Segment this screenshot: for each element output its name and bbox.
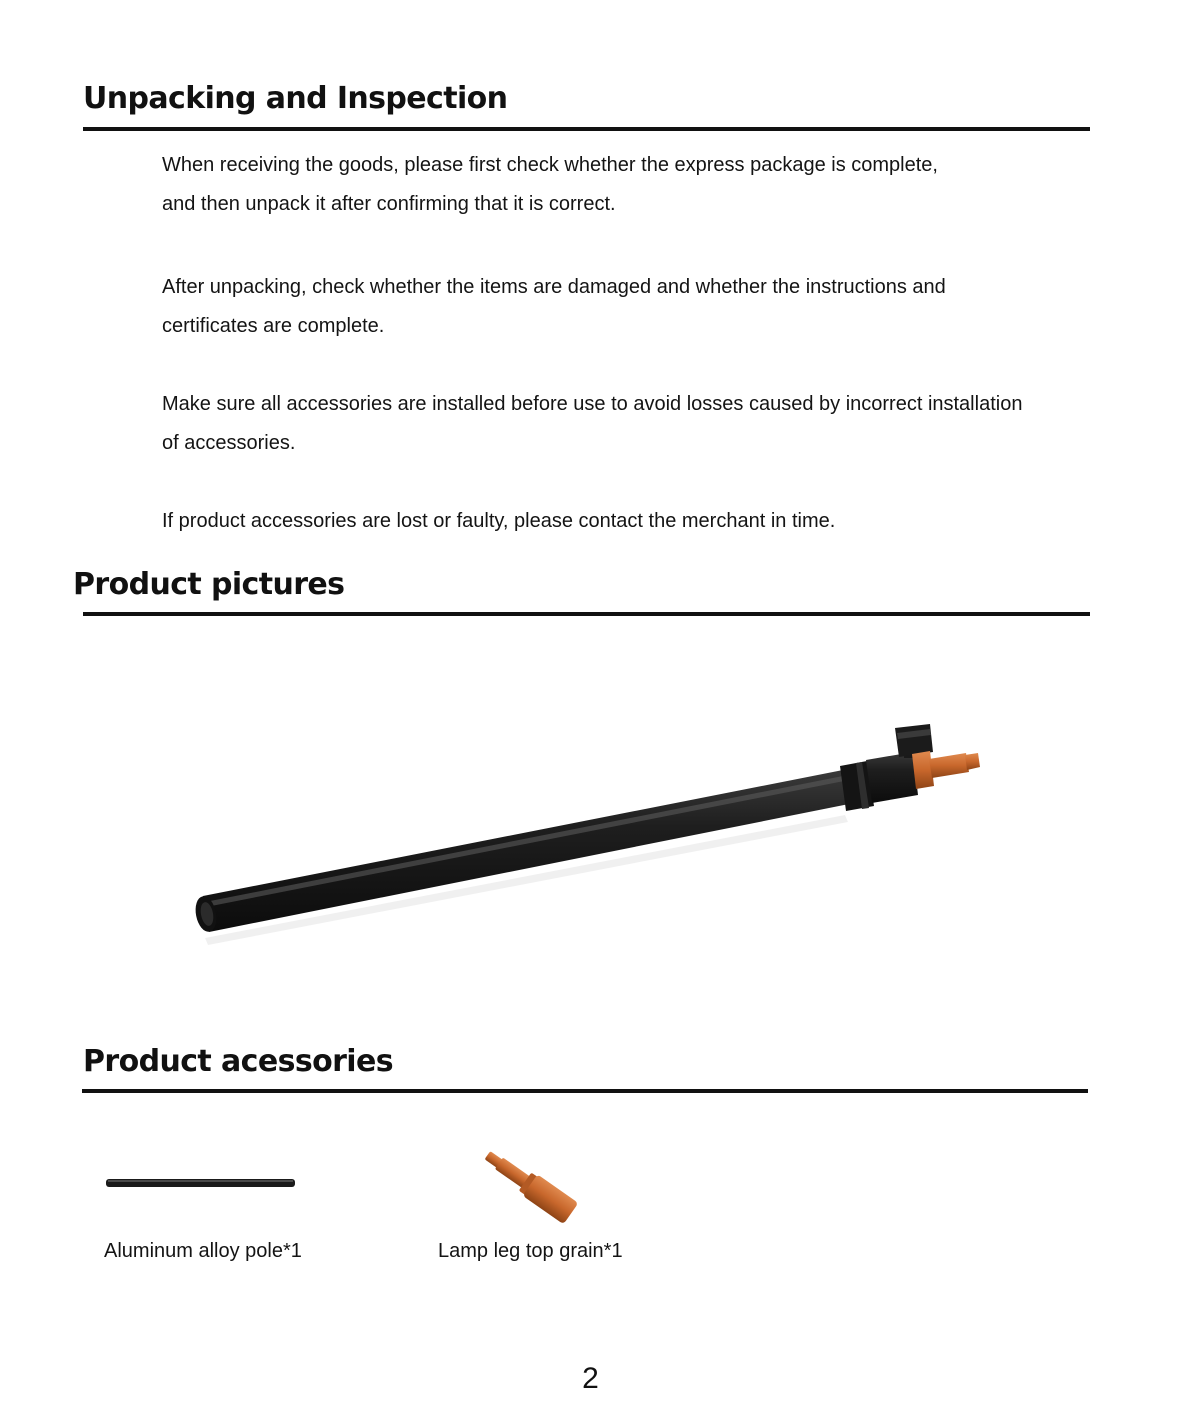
paragraph-line: of accessories. [162, 432, 296, 454]
paragraph-line: After unpacking, check whether the items are damaged and whether the instructions and [162, 276, 946, 298]
accessory-caption-pole: Aluminum alloy pole*1 [104, 1240, 302, 1262]
accessory-rod-highlight [108, 1180, 293, 1182]
accessory-caption-top-grain: Lamp leg top grain*1 [438, 1240, 623, 1262]
section-title-pictures: Product pictures [73, 567, 345, 602]
paragraph-line: certificates are complete. [162, 315, 385, 337]
accessory-spigot-image [480, 1145, 578, 1225]
spigot-tip [965, 753, 980, 770]
accessory-rod-image [106, 1179, 295, 1187]
spigot-body [929, 753, 969, 778]
section-rule-accessories [82, 1089, 1088, 1093]
paragraph-line: When receiving the goods, please first check whether the express package is complete, [162, 154, 938, 176]
paragraph-line: If product accessories are lost or faulty, please contact the merchant in time. [162, 510, 836, 532]
section-title-accessories: Product acessories [83, 1044, 393, 1079]
paragraph-line: Make sure all accessories are installed before use to avoid losses caused by incorrect installation [162, 393, 1023, 415]
pole-highlight [205, 776, 844, 907]
page-number: 2 [582, 1362, 599, 1395]
paragraph-line: and then unpack it after confirming that it is correct. [162, 193, 616, 215]
section-title-unpacking: Unpacking and Inspection [83, 81, 508, 116]
pole-upper-section [866, 752, 918, 803]
